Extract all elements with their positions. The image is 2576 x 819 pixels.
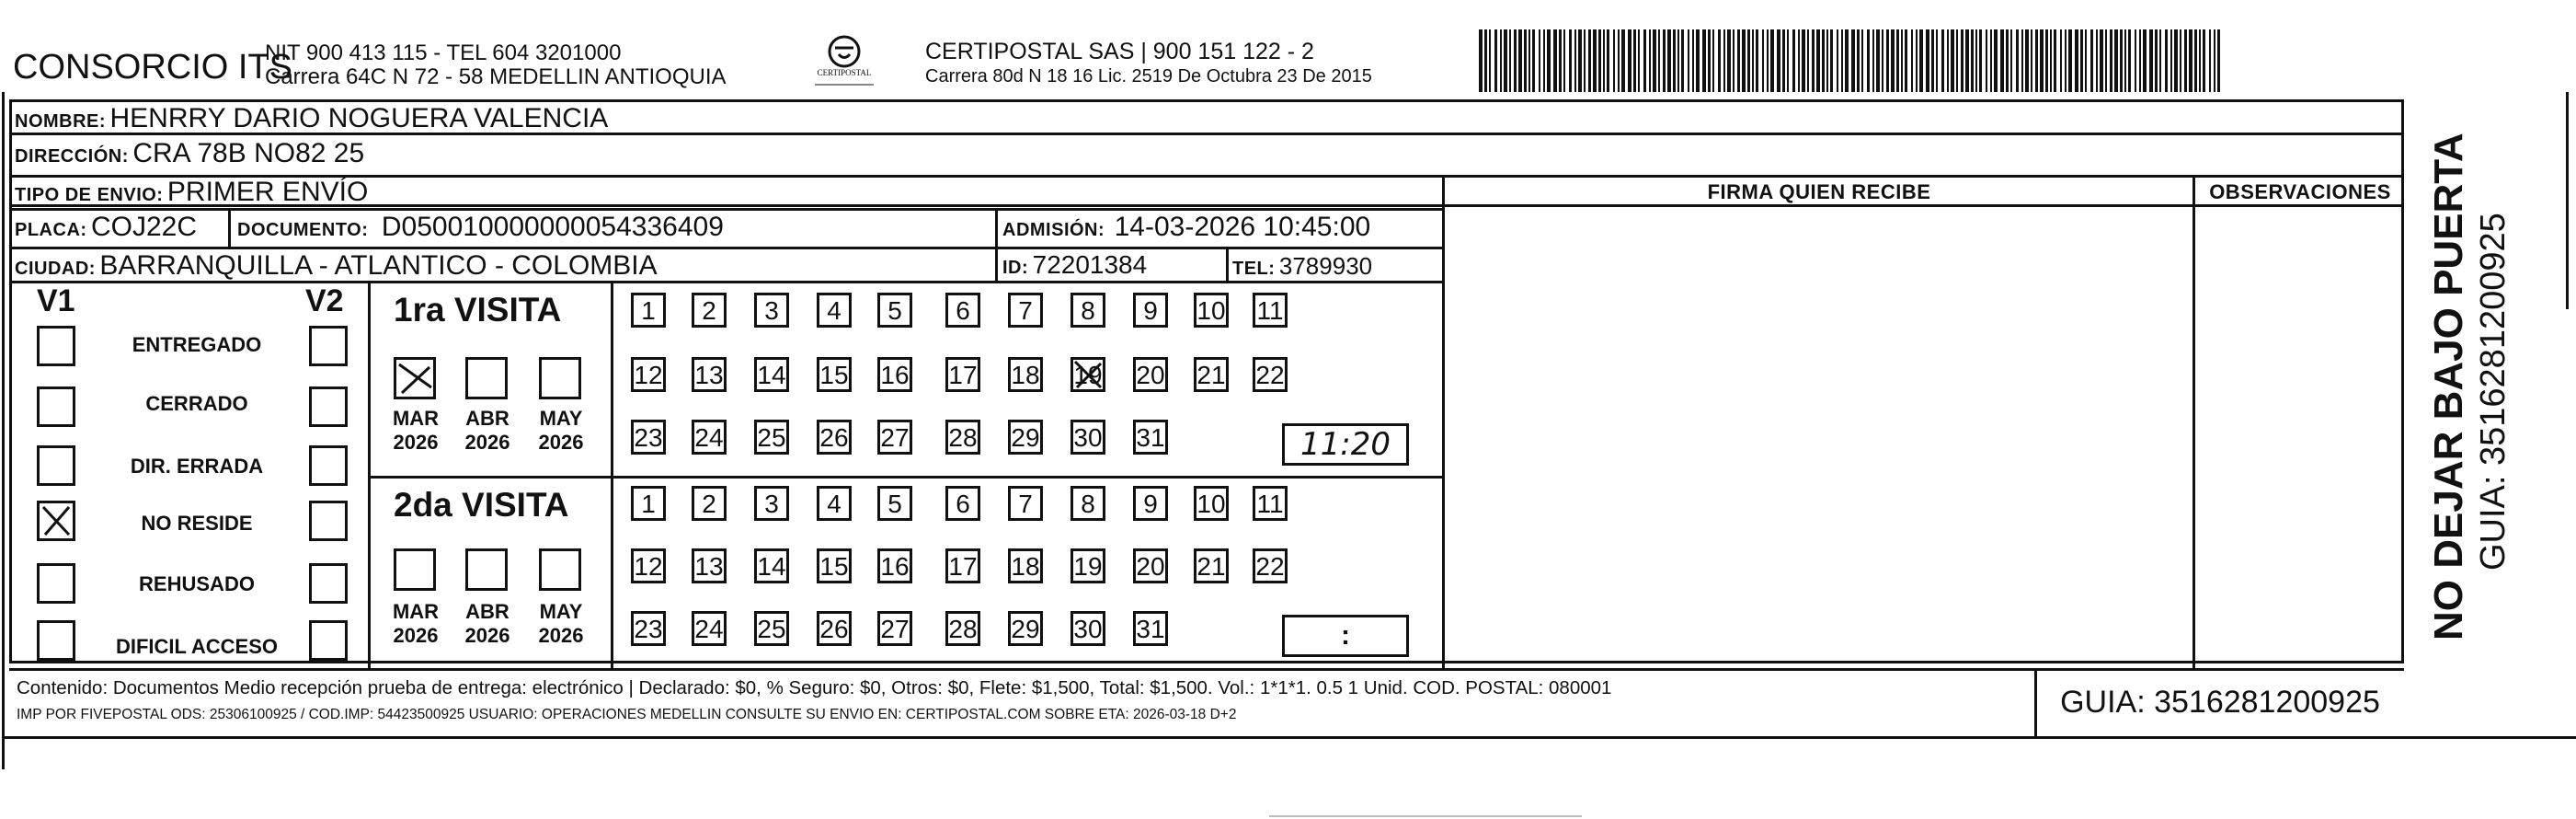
v2-checkbox-dir-errada[interactable] <box>309 445 348 486</box>
ciudad-value: BARRANQUILLA - ATLANTICO - COLOMBIA <box>99 250 658 281</box>
visit2-month-mar-checkbox[interactable] <box>394 548 436 591</box>
option-entregado: ENTREGADO <box>132 333 262 356</box>
admision-value: 14-03-2026 10:45:00 <box>1114 212 1371 242</box>
id-label: ID: <box>1002 258 1029 278</box>
visit2-time-value: : <box>1341 620 1350 651</box>
day-number: 2 <box>702 490 716 518</box>
visit2-day-box[interactable] <box>817 486 852 521</box>
visit2-day-box[interactable] <box>945 486 980 521</box>
visit2-day-box[interactable] <box>1133 611 1168 646</box>
day-number: 27 <box>880 423 910 452</box>
visit1-month-mar-checkbox[interactable] <box>394 357 436 399</box>
visit2-day-box[interactable] <box>631 486 666 521</box>
day-number: 19 <box>1073 552 1103 581</box>
tipo-envio-label: TIPO DE ENVIO: <box>15 185 164 205</box>
day-number: 9 <box>1143 296 1158 325</box>
handwritten-x-icon <box>40 503 73 538</box>
visit2-day-box[interactable] <box>1253 486 1288 521</box>
option-dir-errada: DIR. ERRADA <box>130 455 264 478</box>
visit1-time-value: 11:20 <box>1300 426 1391 463</box>
visit1-month-abr-checkbox[interactable] <box>465 357 508 399</box>
firma-header: FIRMA QUIEN RECIBE <box>1707 180 1931 203</box>
ciudad-row <box>15 250 658 282</box>
visit1-day-box[interactable] <box>631 357 666 392</box>
visit1-day-box[interactable] <box>1070 357 1105 392</box>
visit2-day-box[interactable] <box>1008 548 1043 583</box>
visit1-day-box[interactable] <box>817 420 852 455</box>
barcode <box>1479 29 2222 92</box>
visit1-month-may <box>526 407 596 455</box>
month-label: MAR <box>392 407 440 430</box>
month-label: ABR <box>465 407 509 430</box>
direccion-value: CRA 78B NO82 25 <box>132 138 365 168</box>
footer-guia: GUIA: 3516281200925 <box>2060 685 2380 720</box>
nombre-value: HENRRY DARIO NOGUERA VALENCIA <box>109 103 609 133</box>
day-number: 16 <box>880 552 910 581</box>
v2-label: V2 <box>305 283 344 318</box>
footer-content-line: Contenido: Documentos Medio recepción prueba de entrega: electrónico | Declarado: $0, % Seguro: $0, Otros: $0, Flete: $1,500, Total: $1,500. Vol.: 1*1*1. 0.5 1 Unid. COD. POSTAL: 080001 <box>17 677 1612 698</box>
visit1-day-box[interactable] <box>945 357 980 392</box>
visit1-day-box[interactable] <box>1133 420 1168 455</box>
barcode-icon <box>1479 29 2222 92</box>
visit1-time-box[interactable] <box>1282 423 1409 466</box>
visit1-day-box[interactable] <box>817 293 852 328</box>
visit1-day-box[interactable] <box>1194 293 1229 328</box>
day-number: 11 <box>1256 490 1284 518</box>
day-number: 20 <box>1136 361 1165 389</box>
day-number: 15 <box>819 361 849 389</box>
v1-checkbox-dir-errada[interactable] <box>37 445 75 486</box>
visit1-day-box[interactable] <box>945 420 980 455</box>
v1-checkbox-cerrado[interactable] <box>37 386 75 427</box>
visit2-month-mar <box>381 600 451 648</box>
visit1-day-box[interactable] <box>754 357 789 392</box>
day-number: 11 <box>1256 296 1284 325</box>
year-label: 2026 <box>538 624 584 647</box>
visit1-day-box[interactable] <box>1008 357 1043 392</box>
visit2-day-box[interactable] <box>1008 611 1043 646</box>
footer-print-line: IMP POR FIVEPOSTAL ODS: 25306100925 / COD.IMP: 54423500925 USUARIO: OPERACIONES MEDELLIN CONSULTE SU ENVIO EN: CERTIPOSTAL.COM SOBRE ETA: 2026-03-18 D+2 <box>17 707 1237 722</box>
day-number: 7 <box>1018 490 1033 518</box>
visit1-day-box[interactable] <box>1133 293 1168 328</box>
day-number: 12 <box>634 361 663 389</box>
documento-label: DOCUMENTO: <box>237 220 369 240</box>
day-number: 18 <box>1011 552 1040 581</box>
visit2-day-box[interactable] <box>1133 548 1168 583</box>
visit2-day-box[interactable] <box>945 548 980 583</box>
tipo-envio-value: PRIMER ENVÍO <box>166 177 369 207</box>
tel-value: 3789930 <box>1278 252 1373 280</box>
company-nit-line: NIT 900 413 115 - TEL 604 3201000 <box>265 40 622 65</box>
month-label: MAY <box>539 600 583 623</box>
day-number: 10 <box>1196 490 1226 518</box>
visit1-day-box[interactable] <box>817 357 852 392</box>
carrier-line2: Carrera 80d N 18 16 Lic. 2519 De Octubra 23 De 2015 <box>925 66 1372 87</box>
visit1-day-box[interactable] <box>1008 420 1043 455</box>
day-number: 31 <box>1136 615 1165 643</box>
visit2-month-may <box>526 600 596 648</box>
placa-value: COJ22C <box>91 212 198 242</box>
visit2-day-box[interactable] <box>1194 486 1229 521</box>
placa-row <box>15 212 197 243</box>
visit1-title: 1ra VISITA <box>394 291 562 329</box>
v2-checkbox-no-reside[interactable] <box>309 501 348 541</box>
v1-checkbox-dificil-acceso[interactable] <box>37 620 75 661</box>
visit2-day-box[interactable] <box>692 611 727 646</box>
day-number: 4 <box>827 296 841 325</box>
tipo-envio-row <box>15 177 368 208</box>
id-value: 72201384 <box>1032 250 1148 279</box>
option-dificil-acceso: DIFICIL ACCESO <box>115 635 278 658</box>
visit2-day-box[interactable] <box>877 548 912 583</box>
side-guia: GUIA: 3516281200925 <box>2474 213 2513 571</box>
visit1-day-box[interactable] <box>1070 420 1105 455</box>
day-number: 26 <box>819 615 849 643</box>
visit2-day-box[interactable] <box>945 611 980 646</box>
visit1-day-box[interactable] <box>1070 293 1105 328</box>
frame-bottom-outer <box>2 736 2576 739</box>
day-number: 27 <box>880 615 910 643</box>
day-number: 4 <box>827 490 841 518</box>
visit2-day-box[interactable] <box>1194 548 1229 583</box>
admision-label: ADMISIÓN: <box>1002 220 1105 240</box>
v1-checkbox-entregado[interactable] <box>37 326 75 366</box>
day-number: 1 <box>641 490 656 518</box>
day-number: 22 <box>1255 361 1285 389</box>
day-number: 20 <box>1136 552 1165 581</box>
visit1-day-box[interactable] <box>692 420 727 455</box>
day-number: 24 <box>694 423 724 452</box>
day-number: 30 <box>1073 615 1103 643</box>
visit2-day-box[interactable] <box>1070 548 1105 583</box>
visit1-day-box[interactable] <box>877 420 912 455</box>
visit2-day-box[interactable] <box>1133 486 1168 521</box>
day-number: 31 <box>1136 423 1165 452</box>
visit1-day-box[interactable] <box>877 357 912 392</box>
visit2-day-box[interactable] <box>631 548 666 583</box>
day-number: 14 <box>757 552 786 581</box>
certipostal-logo <box>806 33 883 90</box>
visit2-day-box[interactable] <box>754 486 789 521</box>
visit2-day-box[interactable] <box>754 548 789 583</box>
v2-checkbox-dificil-acceso[interactable] <box>309 620 348 661</box>
observaciones-header: OBSERVACIONES <box>2209 180 2391 203</box>
visit1-month-abr <box>452 407 522 455</box>
day-number: 8 <box>1081 490 1095 518</box>
documento-row <box>237 212 724 243</box>
day-number: 21 <box>1196 361 1226 389</box>
documento-value: D050010000000054336409 <box>381 212 724 242</box>
visit1-day-box[interactable] <box>1133 357 1168 392</box>
visit2-day-box[interactable] <box>1008 486 1043 521</box>
day-number: 13 <box>694 552 724 581</box>
year-label: 2026 <box>393 431 439 454</box>
year-label: 2026 <box>464 431 510 454</box>
day-number: 10 <box>1196 296 1226 325</box>
v1-checkbox-no-reside[interactable] <box>37 501 75 541</box>
day-number: 28 <box>948 423 978 452</box>
month-label: MAR <box>392 600 440 623</box>
day-number: 1 <box>641 296 656 325</box>
logo-text: CERTIPOSTAL <box>817 68 872 77</box>
option-rehusado: REHUSADO <box>139 572 255 595</box>
day-number: 29 <box>1011 615 1040 643</box>
day-number: 9 <box>1143 490 1158 518</box>
admision-row <box>1002 212 1370 243</box>
day-number: 7 <box>1018 296 1033 325</box>
visit1-day-box[interactable] <box>1253 357 1288 392</box>
visit2-day-box[interactable] <box>692 548 727 583</box>
visit1-day-box[interactable] <box>631 420 666 455</box>
company-address-line: Carrera 64C N 72 - 58 MEDELLIN ANTIOQUIA <box>265 64 727 89</box>
day-number: 5 <box>887 490 902 518</box>
day-number: 24 <box>694 615 724 643</box>
day-number: 16 <box>880 361 910 389</box>
day-number: 17 <box>948 361 978 389</box>
v2-checkbox-cerrado[interactable] <box>309 386 348 427</box>
day-number: 12 <box>634 552 663 581</box>
visit1-day-box[interactable] <box>1253 293 1288 328</box>
visit2-month-abr <box>452 600 522 648</box>
day-number: 17 <box>948 552 978 581</box>
visit2-day-box[interactable] <box>1070 486 1105 521</box>
visit1-month-mar <box>381 407 451 455</box>
visit1-day-box[interactable] <box>1194 357 1229 392</box>
certipostal-logo-icon <box>806 33 883 90</box>
visit2-day-box[interactable] <box>817 548 852 583</box>
month-label: MAY <box>539 407 583 430</box>
visit2-month-may-checkbox[interactable] <box>539 548 581 591</box>
visit2-day-box[interactable] <box>877 486 912 521</box>
scan-mark <box>1269 815 1582 817</box>
day-number: 2 <box>702 296 716 325</box>
v1-checkbox-rehusado[interactable] <box>37 563 75 604</box>
visit2-title: 2da VISITA <box>394 486 569 524</box>
day-number: 8 <box>1081 296 1095 325</box>
day-number: 14 <box>757 361 786 389</box>
direccion-row <box>15 138 364 169</box>
visit2-day-box[interactable] <box>1070 611 1105 646</box>
day-number: 5 <box>887 296 902 325</box>
year-label: 2026 <box>393 624 439 647</box>
placa-label: PLACA: <box>15 220 87 240</box>
handwritten-x-icon <box>1073 360 1103 389</box>
month-label: ABR <box>465 600 509 623</box>
nombre-label: NOMBRE: <box>15 111 107 132</box>
visit2-day-box[interactable] <box>817 611 852 646</box>
visit2-day-box[interactable] <box>877 611 912 646</box>
visit1-day-box[interactable] <box>631 293 666 328</box>
company-name: CONSORCIO ITS <box>13 48 293 87</box>
direccion-label: DIRECCIÓN: <box>15 146 129 167</box>
day-number: 3 <box>764 296 779 325</box>
frame-right-outer <box>2566 92 2569 309</box>
day-number: 19 <box>1073 361 1103 389</box>
year-label: 2026 <box>538 431 584 454</box>
handwritten-x-icon <box>396 360 433 397</box>
v2-checkbox-rehusado[interactable] <box>309 563 348 604</box>
v2-checkbox-entregado[interactable] <box>309 326 348 366</box>
visit1-day-box[interactable] <box>877 293 912 328</box>
visit1-day-box[interactable] <box>754 293 789 328</box>
visit2-month-abr-checkbox[interactable] <box>465 548 508 591</box>
day-number: 6 <box>956 490 970 518</box>
tel-row <box>1232 252 1372 281</box>
visit2-day-box[interactable] <box>754 611 789 646</box>
day-number: 25 <box>757 423 786 452</box>
day-number: 23 <box>634 615 663 643</box>
day-number: 28 <box>948 615 978 643</box>
v1-label: V1 <box>37 283 75 318</box>
day-number: 23 <box>634 423 663 452</box>
visit2-time-box[interactable] <box>1282 615 1409 657</box>
visit2-day-box[interactable] <box>692 486 727 521</box>
nombre-row <box>15 103 608 134</box>
id-row <box>1002 250 1147 280</box>
visit2-day-box[interactable] <box>631 611 666 646</box>
ciudad-label: CIUDAD: <box>15 259 96 279</box>
option-no-reside: NO RESIDE <box>141 512 253 535</box>
year-label: 2026 <box>464 624 510 647</box>
day-number: 18 <box>1011 361 1040 389</box>
visit2-day-box[interactable] <box>1253 548 1288 583</box>
day-number: 3 <box>764 490 779 518</box>
day-number: 13 <box>694 361 724 389</box>
carrier-line1: CERTIPOSTAL SAS | 900 151 122 - 2 <box>925 39 1314 64</box>
side-no-dejar-bajo-puerta: NO DEJAR BAJO PUERTA <box>2426 133 2471 640</box>
visit1-day-box[interactable] <box>754 420 789 455</box>
day-number: 15 <box>819 552 849 581</box>
day-number: 6 <box>956 296 970 325</box>
visit1-day-box[interactable] <box>1008 293 1043 328</box>
tel-label: TEL: <box>1232 259 1276 279</box>
option-cerrado: CERRADO <box>145 392 248 415</box>
day-number: 29 <box>1011 423 1040 452</box>
visit1-day-box[interactable] <box>692 293 727 328</box>
day-number: 25 <box>757 615 786 643</box>
day-number: 30 <box>1073 423 1103 452</box>
visit1-day-box[interactable] <box>945 293 980 328</box>
visit1-month-may-checkbox[interactable] <box>539 357 581 399</box>
day-number: 21 <box>1196 552 1226 581</box>
frame-left-double <box>2 92 5 769</box>
day-number: 22 <box>1255 552 1285 581</box>
visit1-day-box[interactable] <box>692 357 727 392</box>
day-number: 26 <box>819 423 849 452</box>
